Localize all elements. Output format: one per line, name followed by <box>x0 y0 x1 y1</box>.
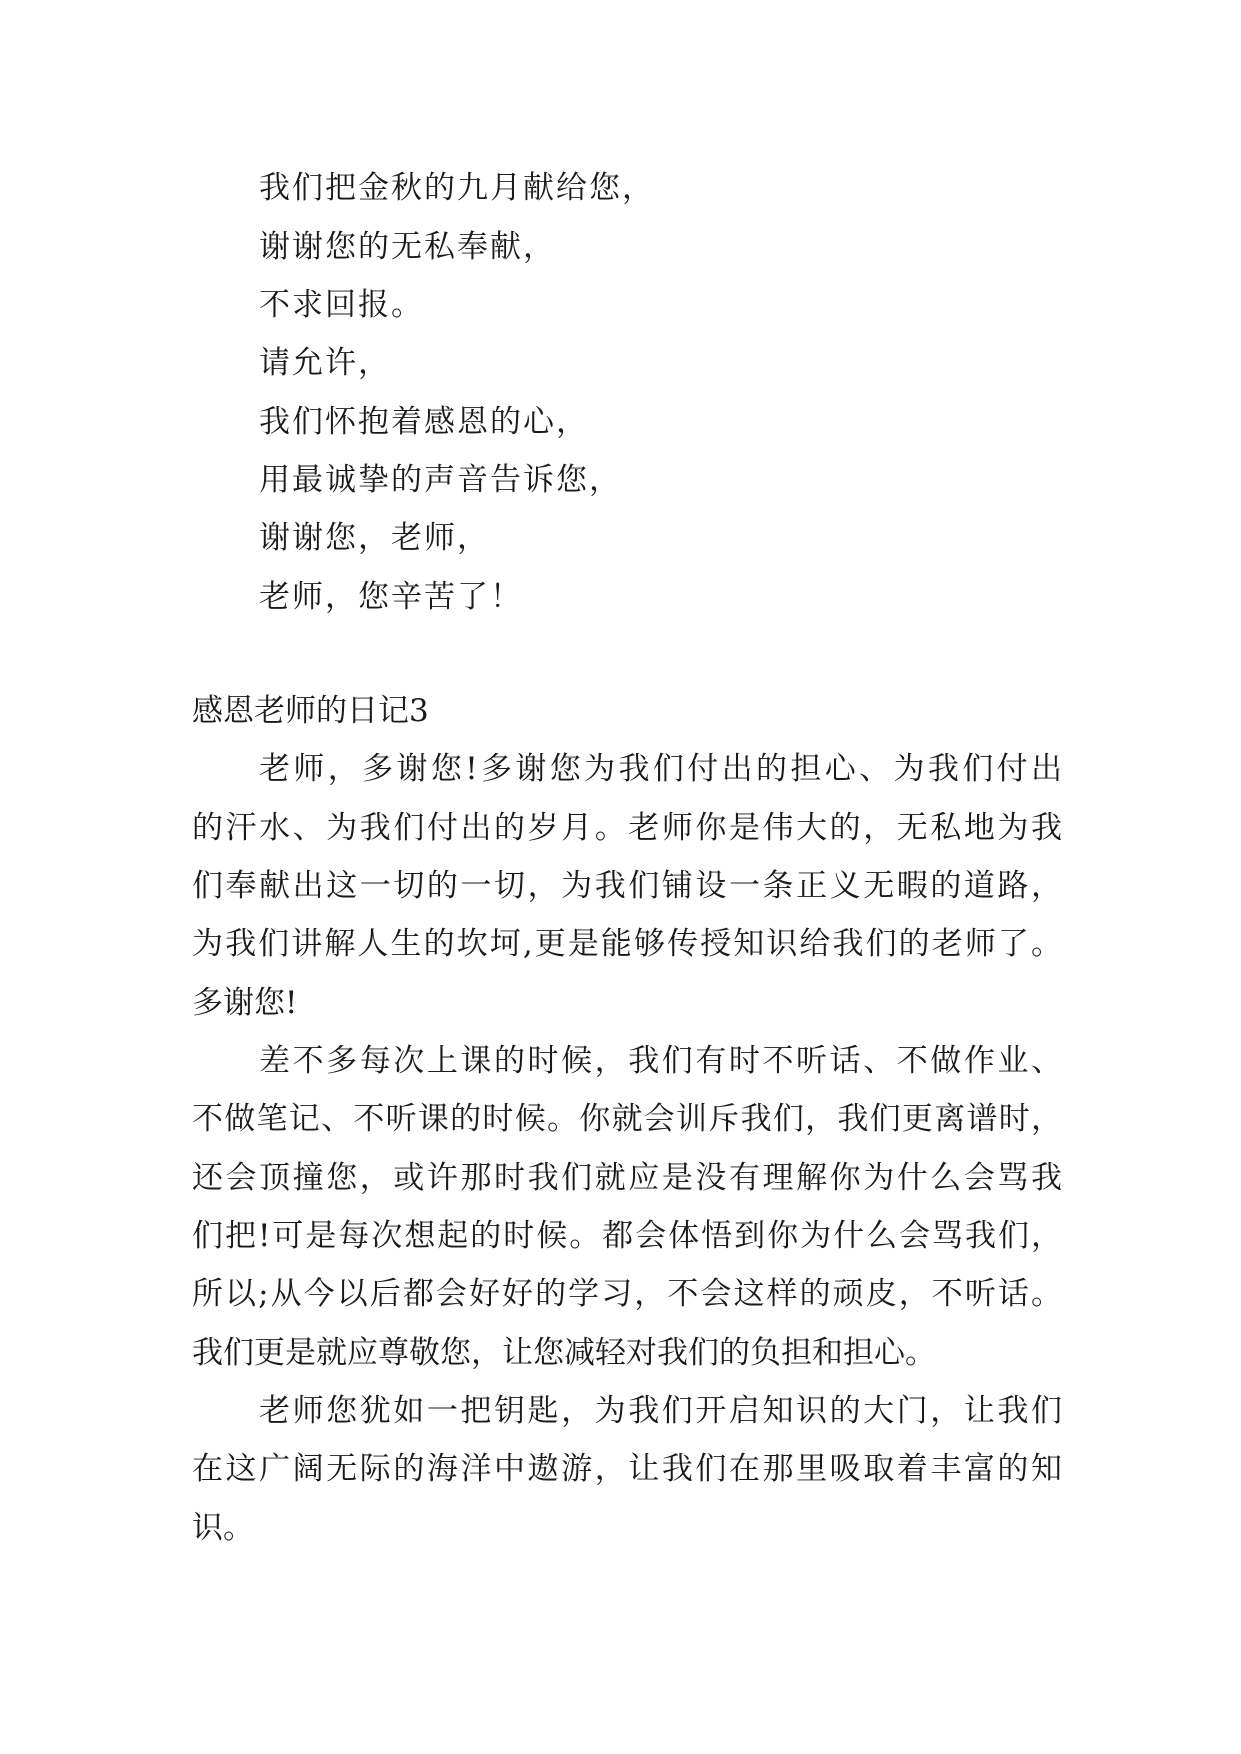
poem-line: 用最诚挚的声音告诉您， <box>259 462 622 498</box>
poem-line: 请允许， <box>259 345 391 381</box>
paragraph-line: 识。 <box>192 1510 254 1546</box>
paragraph-line: 差不多每次上课的时候，我们有时不听话、不做作业、 <box>259 1043 1062 1079</box>
poem-line: 我们把金秋的九月献给您， <box>259 170 655 206</box>
paragraph-line: 所以;从今以后都会好好的学习，不会这样的顽皮，不听话。 <box>192 1276 1062 1312</box>
paragraph-line: 不做笔记、不听课的时候。你就会训斥我们，我们更离谱时， <box>192 1101 1062 1137</box>
poem-line: 我们怀抱着感恩的心， <box>259 404 589 440</box>
paragraph-line: 老师您犹如一把钥匙，为我们开启知识的大门，让我们 <box>259 1393 1062 1429</box>
poem-line: 不求回报。 <box>259 287 424 323</box>
paragraph-line: 多谢您! <box>192 985 298 1021</box>
paragraph-line: 为我们讲解人生的坎坷,更是能够传授知识给我们的老师了。 <box>192 926 1062 962</box>
poem-line: 老师，您辛苦了！ <box>259 579 523 615</box>
poem-line: 谢谢您，老师， <box>259 520 490 556</box>
section-heading: 感恩老师的日记3 <box>192 693 429 729</box>
paragraph-line: 们奉献出这一切的一切，为我们铺设一条正义无暇的道路， <box>192 868 1062 904</box>
poem-line: 谢谢您的无私奉献， <box>259 229 556 265</box>
paragraph-line: 还会顶撞您，或许那时我们就应是没有理解你为什么会骂我 <box>192 1160 1062 1196</box>
paragraph-line: 们把!可是每次想起的时候。都会体悟到你为什么会骂我们， <box>192 1218 1062 1254</box>
paragraph-line: 老师，多谢您!多谢您为我们付出的担心、为我们付出 <box>259 751 1062 787</box>
paragraph-line: 的汗水、为我们付出的岁月。老师你是伟大的，无私地为我 <box>192 810 1062 846</box>
paragraph-line: 在这广阔无际的海洋中遨游，让我们在那里吸取着丰富的知 <box>192 1451 1062 1487</box>
paragraph-line: 我们更是就应尊敬您，让您减轻对我们的负担和担心。 <box>192 1335 936 1371</box>
